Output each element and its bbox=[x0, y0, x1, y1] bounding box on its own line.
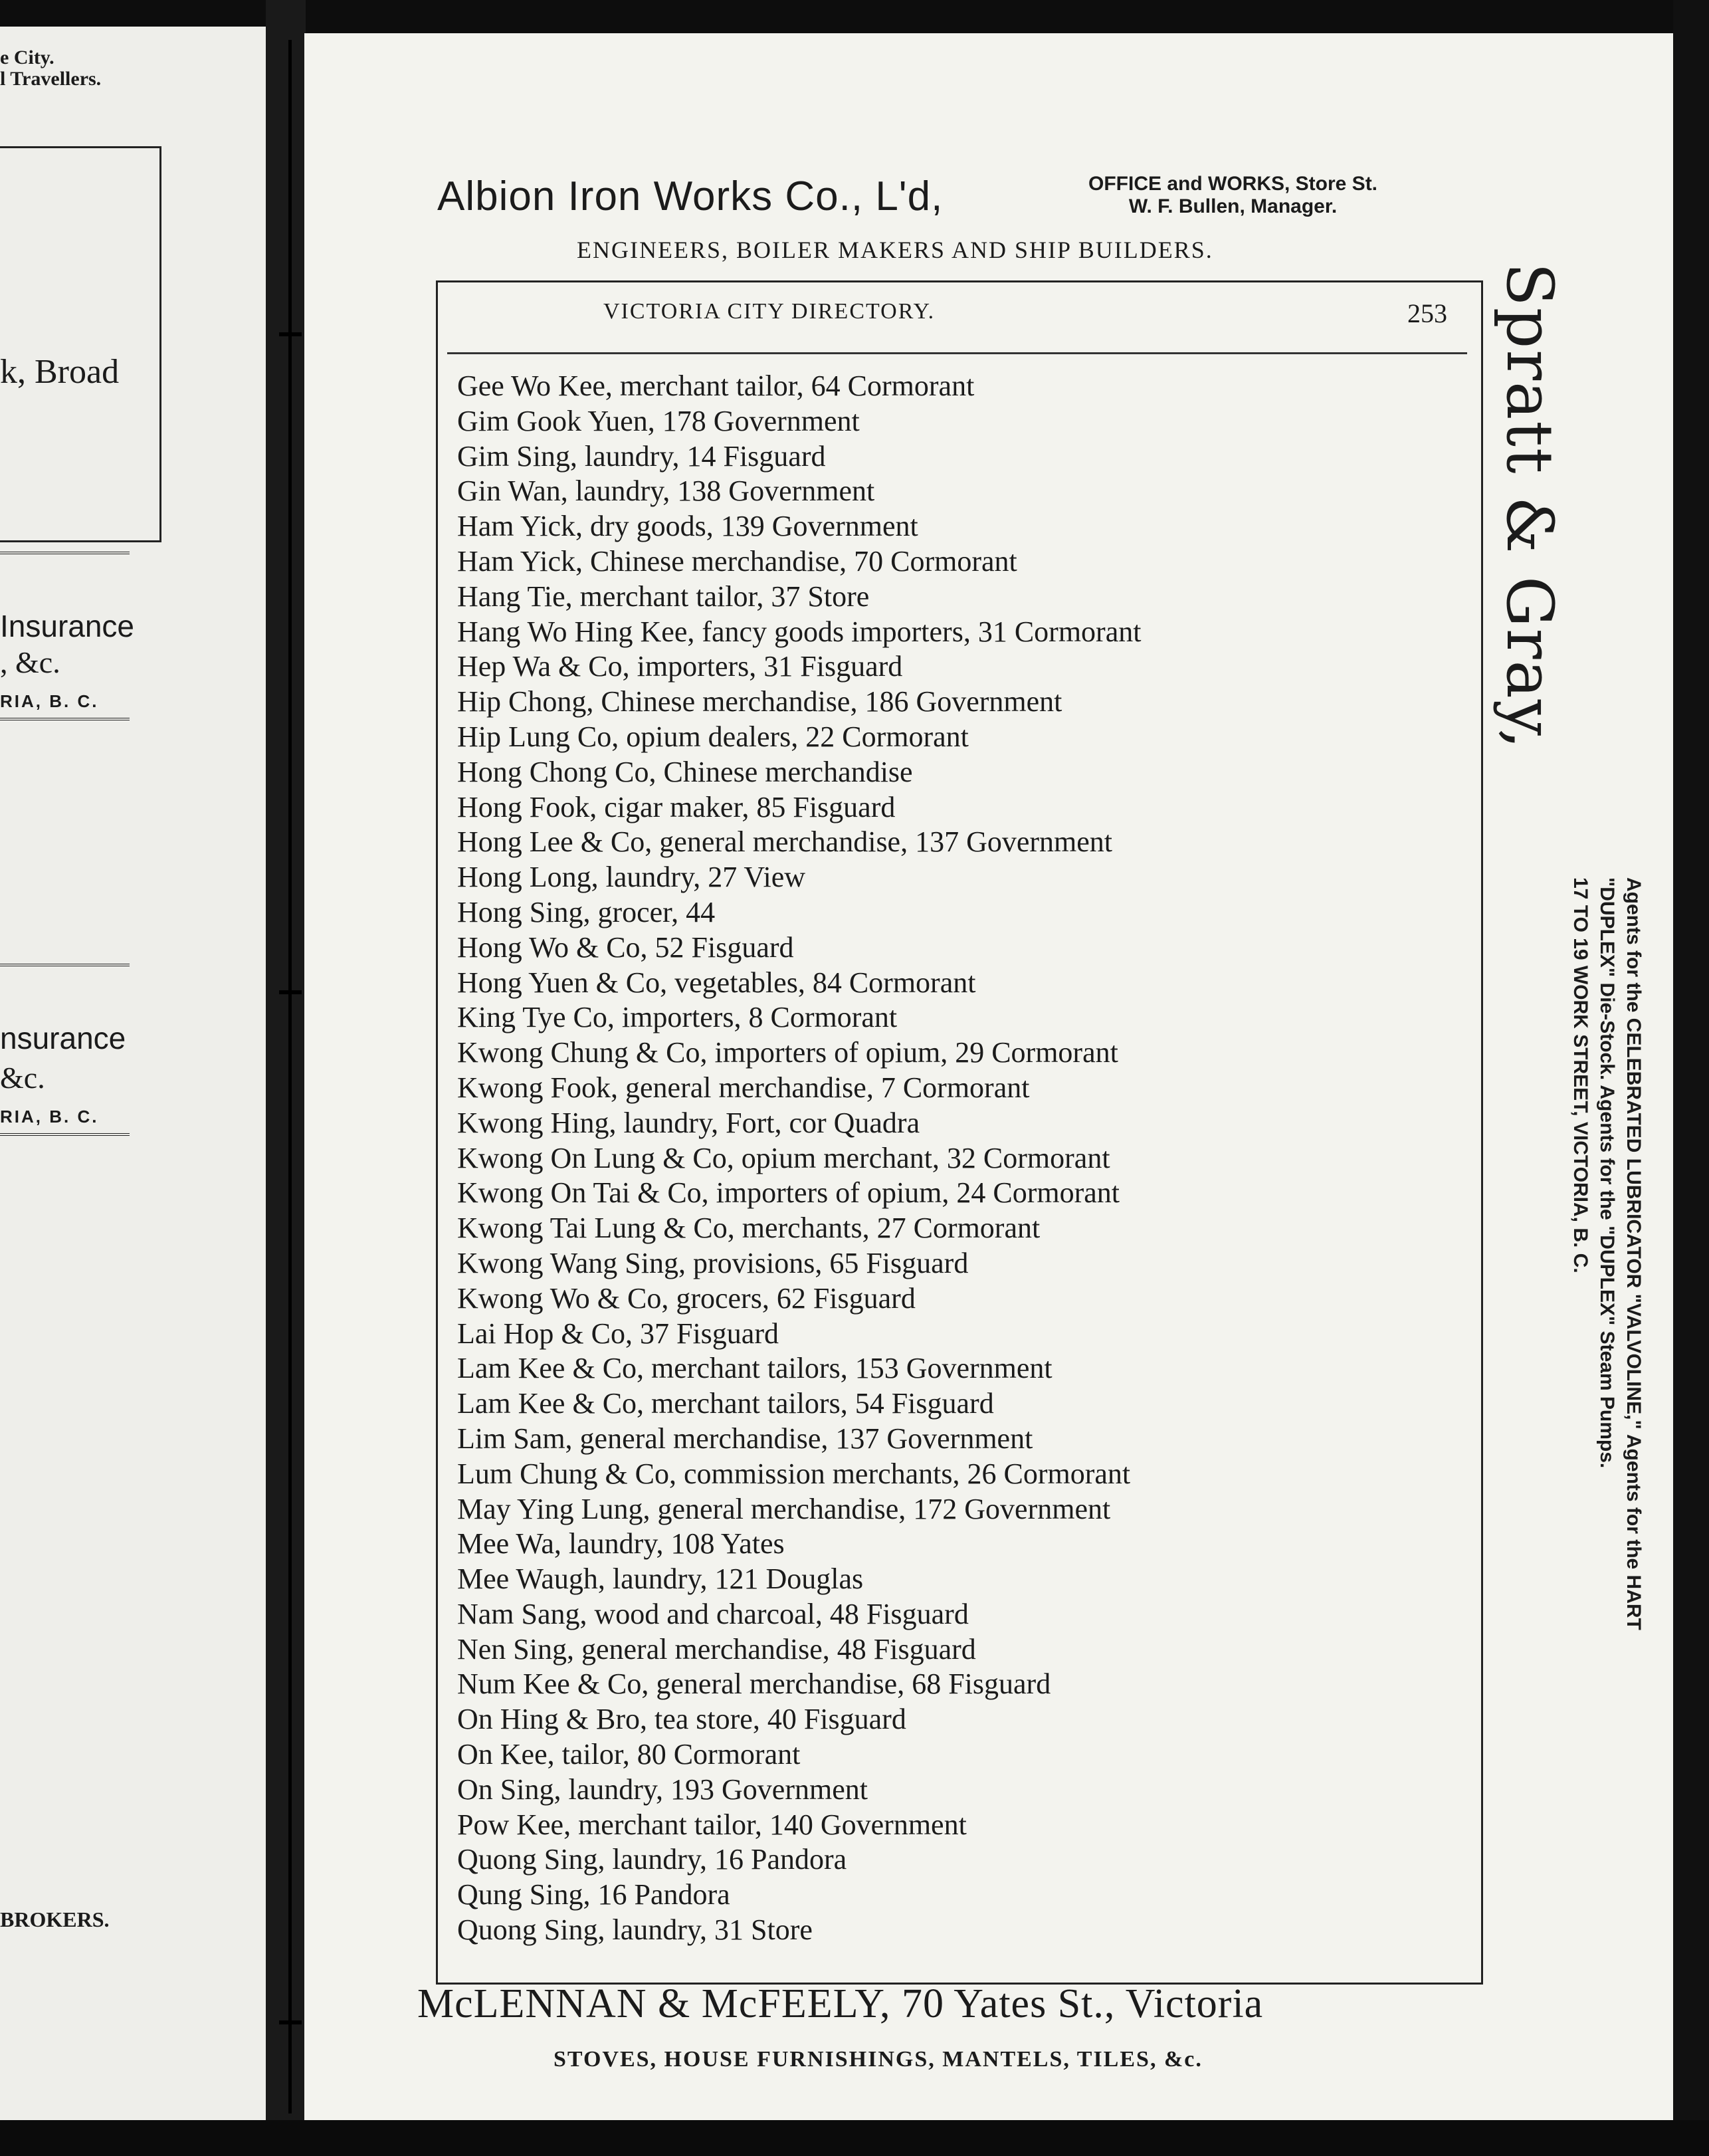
directory-entry: Hong Lee & Co, general merchandise, 137 Government bbox=[457, 825, 1113, 859]
left-page-rule bbox=[0, 1133, 130, 1136]
left-page-ad-box bbox=[0, 146, 161, 542]
previous-page-fragment bbox=[0, 27, 279, 2120]
directory-entry: Nen Sing, general merchandise, 48 Fisguard bbox=[457, 1632, 976, 1666]
footer-advertiser-title: McLENNAN & McFEELY, 70 Yates St., Victoria bbox=[417, 1981, 1264, 2026]
left-page-ria-text: RIA, B. C. bbox=[0, 691, 99, 711]
directory-entry: Hep Wa & Co, importers, 31 Fisguard bbox=[457, 650, 903, 683]
binding-stitch bbox=[279, 332, 302, 336]
side-advertiser-details bbox=[1567, 877, 1647, 1630]
directory-entry: Kwong Wo & Co, grocers, 62 Fisguard bbox=[457, 1281, 916, 1315]
directory-entry: Pow Kee, merchant tailor, 140 Government bbox=[457, 1808, 967, 1841]
directory-entry: Hong Chong Co, Chinese merchandise bbox=[457, 755, 913, 788]
binding-stitch bbox=[279, 2020, 302, 2024]
directory-entries bbox=[457, 369, 1141, 1948]
directory-entry: Gim Gook Yuen, 178 Government bbox=[457, 404, 860, 437]
header-advertiser-title: Albion Iron Works Co., L'd, bbox=[437, 173, 944, 219]
header-office-info bbox=[1088, 173, 1377, 218]
directory-entry: Gin Wan, laundry, 138 Government bbox=[457, 475, 875, 508]
directory-entry: On Hing & Bro, tea store, 40 Fisguard bbox=[457, 1703, 906, 1736]
directory-entry: Lai Hop & Co, 37 Fisguard bbox=[457, 1317, 779, 1350]
side-ad-address: 17 TO 19 WORK STREET, VICTORIA, B. C. bbox=[1569, 877, 1591, 1273]
directory-entry: Hong Fook, cigar maker, 85 Fisguard bbox=[457, 790, 896, 823]
directory-page bbox=[304, 33, 1673, 2120]
directory-entry: Kwong Wang Sing, provisions, 65 Fisguard bbox=[457, 1246, 969, 1279]
scan-border-bottom bbox=[0, 2120, 1709, 2156]
directory-entry: Kwong On Tai & Co, importers of opium, 24 Cormorant bbox=[457, 1176, 1120, 1210]
binding-gutter bbox=[266, 0, 306, 2156]
left-page-rule bbox=[0, 552, 130, 554]
directory-entry: Lum Chung & Co, commission merchants, 26 Cormorant bbox=[457, 1457, 1131, 1490]
directory-entry: Hip Lung Co, opium dealers, 22 Cormorant bbox=[457, 720, 969, 753]
header-office-line: OFFICE and WORKS, Store St. bbox=[1088, 173, 1378, 195]
left-page-city-text: e City. bbox=[0, 47, 54, 68]
directory-entry: Gee Wo Kee, merchant tailor, 64 Cormorant bbox=[457, 370, 975, 402]
left-page-insurance-text: nsurance bbox=[0, 1021, 126, 1055]
scan-border-right bbox=[1673, 0, 1709, 2156]
binding-stitch bbox=[279, 990, 302, 994]
directory-entry: Lim Sam, general merchandise, 137 Government bbox=[457, 1422, 1033, 1455]
directory-entry: Lam Kee & Co, merchant tailors, 54 Fisguard bbox=[457, 1387, 994, 1420]
directory-entry: Hong Wo & Co, 52 Fisguard bbox=[457, 930, 794, 964]
directory-entry: Hang Wo Hing Kee, fancy goods importers, 31 Cormorant bbox=[457, 615, 1142, 648]
directory-entry: Hip Chong, Chinese merchandise, 186 Government bbox=[457, 685, 1062, 718]
directory-entry: Quong Sing, laundry, 16 Pandora bbox=[457, 1843, 847, 1876]
directory-entry: On Sing, laundry, 193 Government bbox=[457, 1773, 868, 1806]
directory-entry: Hong Sing, grocer, 44 bbox=[457, 895, 716, 928]
left-page-rule bbox=[0, 964, 130, 966]
directory-entry: May Ying Lung, general merchandise, 172 Government bbox=[457, 1492, 1111, 1525]
directory-entry: Kwong Chung & Co, importers of opium, 29 Cormorant bbox=[457, 1036, 1118, 1069]
header-manager-line: W. F. Bullen, Manager. bbox=[1128, 195, 1338, 217]
directory-entry: King Tye Co, importers, 8 Cormorant bbox=[457, 1001, 898, 1034]
directory-entry: Gim Sing, laundry, 14 Fisguard bbox=[457, 439, 826, 473]
directory-entry: Mee Wa, laundry, 108 Yates bbox=[457, 1527, 785, 1561]
binding-thread bbox=[288, 40, 292, 2113]
directory-entry: Hong Long, laundry, 27 View bbox=[457, 861, 806, 894]
left-page-rule bbox=[0, 718, 130, 720]
directory-entry: On Kee, tailor, 80 Cormorant bbox=[457, 1738, 801, 1771]
page-number: 253 bbox=[1407, 298, 1447, 328]
left-page-etc-text: , &c. bbox=[0, 645, 60, 679]
directory-entry: Ham Yick, Chinese merchandise, 70 Cormorant bbox=[457, 544, 1017, 578]
directory-entry: Kwong Tai Lung & Co, merchants, 27 Cormorant bbox=[457, 1212, 1041, 1245]
running-head-title: VICTORIA CITY DIRECTORY. bbox=[603, 299, 936, 324]
side-advertiser-name: Spratt & Gray, bbox=[1492, 263, 1567, 750]
directory-entry: Lam Kee & Co, merchant tailors, 153 Government bbox=[457, 1352, 1053, 1385]
directory-entry: Quong Sing, laundry, 31 Store bbox=[457, 1913, 813, 1947]
footer-subtitle: STOVES, HOUSE FURNISHINGS, MANTELS, TILES, &c. bbox=[553, 2047, 1203, 2072]
directory-entry: Ham Yick, dry goods, 139 Government bbox=[457, 510, 918, 543]
directory-entry: Mee Waugh, laundry, 121 Douglas bbox=[457, 1563, 864, 1596]
header-subtitle: ENGINEERS, BOILER MAKERS AND SHIP BUILDERS. bbox=[577, 237, 1213, 263]
left-page-ria-text: RIA, B. C. bbox=[0, 1107, 99, 1127]
directory-entry: Num Kee & Co, general merchandise, 68 Fisguard bbox=[457, 1668, 1051, 1701]
directory-entry: Kwong Fook, general merchandise, 7 Cormorant bbox=[457, 1071, 1030, 1104]
left-page-travellers-text: l Travellers. bbox=[0, 68, 102, 90]
directory-entry: Hang Tie, merchant tailor, 37 Store bbox=[457, 580, 870, 613]
directory-entry: Qung Sing, 16 Pandora bbox=[457, 1878, 730, 1911]
side-ad-line: Agents for the CELEBRATED LUBRICATOR "VALVOLINE," Agents for the HART bbox=[1623, 877, 1645, 1630]
left-page-broad-text: k, Broad bbox=[0, 353, 120, 391]
left-page-etc-text: &c. bbox=[0, 1061, 45, 1095]
running-head-rule bbox=[447, 352, 1467, 354]
directory-entry: Kwong On Lung & Co, opium merchant, 32 Cormorant bbox=[457, 1141, 1110, 1174]
directory-entry: Hong Yuen & Co, vegetables, 84 Cormorant bbox=[457, 966, 976, 999]
directory-entry: Kwong Hing, laundry, Fort, cor Quadra bbox=[457, 1106, 920, 1139]
left-page-insurance-text: Insurance bbox=[0, 609, 135, 643]
directory-entry: Nam Sang, wood and charcoal, 48 Fisguard bbox=[457, 1597, 969, 1630]
left-page-brokers-text: BROKERS. bbox=[0, 1907, 110, 1931]
side-ad-line: "DUPLEX" Die-Stock. Agents for the "DUPLEX" Steam Pumps. bbox=[1596, 877, 1618, 1469]
